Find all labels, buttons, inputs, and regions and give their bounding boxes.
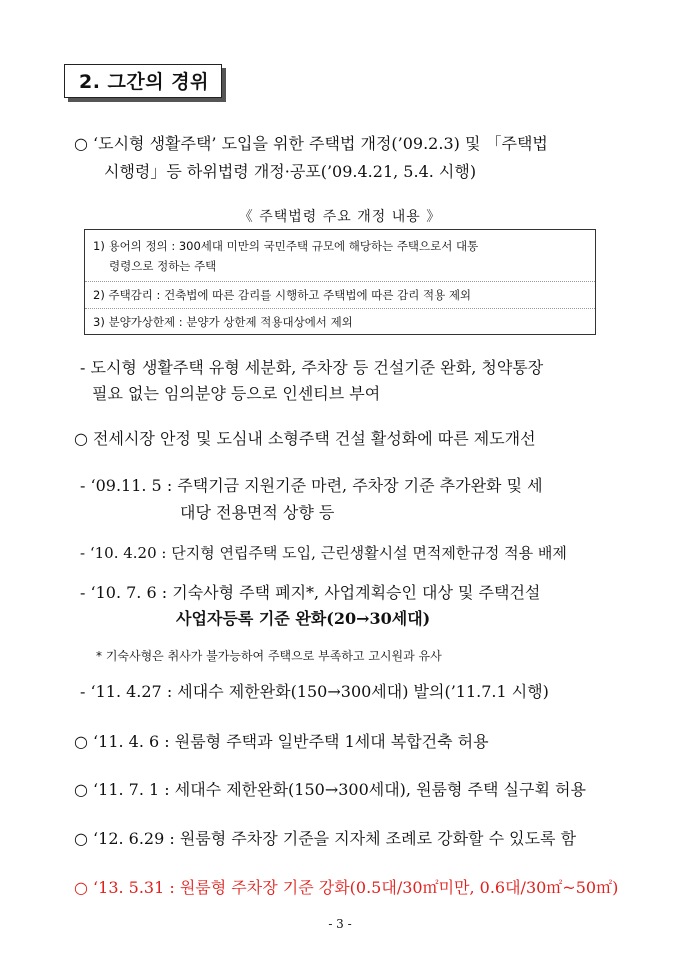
footnote: * 기숙사형은 취사가 불가능하여 주택으로 부족하고 고시원과 유사 — [96, 649, 442, 663]
dash-item-2-line-1: - ‘09.11. 5 : 주택기금 지원기준 마련, 주차장 기준 추가완화 및 세 — [80, 476, 543, 495]
section-title: 2. 그간의 경위 — [64, 64, 222, 98]
box-divider — [85, 281, 595, 282]
paragraph-1-line-2: 시행령」등 하위법령 개정·공포(’09.4.21, 5.4. 시행) — [104, 162, 477, 181]
amendment-box — [84, 229, 596, 335]
paragraph-3: ○ ‘11. 4. 6 : 원룸형 주택과 일반주택 1세대 복합건축 허용 — [74, 732, 489, 751]
page-number: - 3 - — [328, 917, 352, 931]
paragraph-5: ○ ‘12. 6.29 : 원룸형 주차장 기준을 지자체 조례로 강화할 수 있도록 함 — [74, 829, 577, 848]
paragraph-4: ○ ‘11. 7. 1 : 세대수 제한완화(150→300세대), 원룸형 주택 실구획 허용 — [74, 780, 586, 799]
dash-item-4-line-1: - ‘10. 7. 6 : 기숙사형 주택 폐지*, 사업계획승인 대상 및 주택건설 — [80, 583, 541, 602]
dash-item-2-line-2: 대당 전용면적 상향 등 — [180, 503, 335, 522]
dash-item-4-line-2: 사업자등록 기준 완화(20→30세대) — [176, 609, 431, 628]
paragraph-2: ○ 전세시장 안정 및 도심내 소형주택 건설 활성화에 따른 제도개선 — [74, 429, 536, 448]
paragraph-6-highlighted: ○ ‘13. 5.31 : 원룸형 주차장 기준 강화(0.5대/30㎡미만, 0.6대/30㎡~50㎡) — [74, 878, 619, 897]
dash-item-5: - ‘11. 4.27 : 세대수 제한완화(150→300세대) 발의(’11.7.1 시행) — [80, 682, 549, 701]
paragraph-1-line-1: ○ ‘도시형 생활주택’ 도입을 위한 주택법 개정(’09.2.3) 및 「주택법 — [74, 134, 548, 153]
box-row-1a: 1) 용어의 정의 : 300세대 미만의 국민주택 규모에 해당하는 주택으로서 대통 — [93, 239, 479, 253]
dash-item-1-line-1: - 도시형 생활주택 유형 세분화, 주차장 등 건설기준 완화, 청약통장 — [80, 358, 544, 377]
box-row-1b: 령령으로 정하는 주택 — [109, 259, 217, 273]
box-title: 《 주택법령 주요 개정 내용 》 — [238, 209, 442, 225]
box-divider — [85, 308, 595, 309]
dash-item-3: - ‘10. 4.20 : 단지형 연립주택 도입, 근린생활시설 면적제한규정 적용 배제 — [80, 544, 567, 562]
box-row-3: 3) 분양가상한제 : 분양가 상한제 적용대상에서 제외 — [93, 315, 353, 329]
dash-item-1-line-2: 필요 없는 임의분양 등으로 인센티브 부여 — [92, 384, 381, 403]
box-row-2: 2) 주택감리 : 건축법에 따른 감리를 시행하고 주택법에 따른 감리 적용 제외 — [93, 288, 472, 302]
